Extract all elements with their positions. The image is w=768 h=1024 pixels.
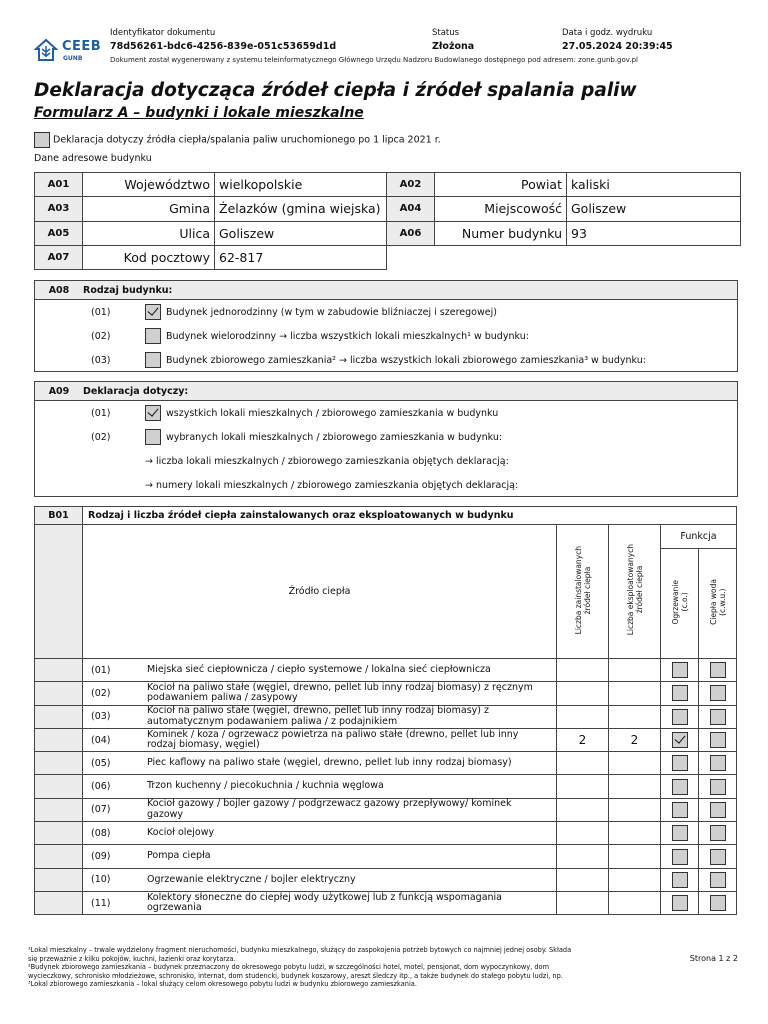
heat-source-label: Kocioł na paliwo stałe (węgiel, drewno, pellet lub inny rodzaj biomasy) z ręcznym podawaniem paliwa / zasypowy bbox=[147, 681, 533, 704]
water-checkbox[interactable] bbox=[710, 779, 726, 795]
operated-count-cell[interactable] bbox=[609, 705, 661, 728]
heat-source-row bbox=[35, 659, 737, 682]
building-type-checkbox[interactable] bbox=[145, 328, 161, 344]
building-type-option: (01) Budynek jednorodzinny (w tym w zabudowie bliźniaczej i szeregowej) bbox=[35, 300, 737, 324]
heat-source-row bbox=[35, 705, 737, 728]
operated-count-cell[interactable] bbox=[609, 659, 661, 682]
installed-count-cell[interactable] bbox=[557, 868, 609, 891]
footnote-2b: wycieczkowy, schronisko młodzieżowe, schronisko, internat, dom studencki, budynek koszarowy, areszt śledczy itp., a także budynek do stałego pobytu ludzi, np. bbox=[28, 971, 563, 980]
a04-label: Miejscowość bbox=[435, 197, 567, 221]
after-july-label: Deklaracja dotyczy źródła ciepła/spalania paliw uruchomionego po 1 lipca 2021 r. bbox=[53, 134, 441, 146]
water-checkbox[interactable] bbox=[710, 849, 726, 865]
installed-count-cell[interactable]: 2 bbox=[557, 728, 609, 751]
status-label: Status bbox=[432, 28, 460, 38]
doc-id-block bbox=[110, 28, 336, 52]
heat-source-row bbox=[35, 845, 737, 868]
water-checkbox[interactable] bbox=[710, 755, 726, 771]
heat-source-row bbox=[35, 868, 737, 891]
operated-count-cell[interactable] bbox=[609, 752, 661, 775]
row-number: (08) bbox=[91, 827, 111, 839]
row-number: (01) bbox=[91, 664, 111, 676]
row-number: (03) bbox=[91, 711, 111, 723]
after-july-checkbox[interactable] bbox=[34, 132, 50, 148]
b01-title: Rodzaj i liczba źródeł ciepła zainstalowanych oraz eksploatowanych w budynku bbox=[83, 507, 737, 525]
a05-label: Ulica bbox=[83, 221, 215, 245]
heating-checkbox[interactable] bbox=[672, 849, 688, 865]
page-number: Strona 1 z 2 bbox=[689, 954, 738, 963]
heating-checkbox[interactable] bbox=[672, 685, 688, 701]
scope-option: (02) wybranych lokali mieszkalnych / zbiorowego zamieszkania w budynku: bbox=[35, 425, 737, 449]
heating-checkbox[interactable] bbox=[672, 825, 688, 841]
a06-code: A06 bbox=[387, 221, 435, 245]
a03-code: A03 bbox=[35, 197, 83, 221]
heat-source-label: Kocioł gazowy / bojler gazowy / podgrzewacz gazowy przepływowy/ kominek gazowy bbox=[147, 798, 512, 820]
heating-checkbox[interactable] bbox=[672, 895, 688, 911]
row-number: (06) bbox=[91, 781, 111, 793]
row-number: (07) bbox=[91, 804, 111, 816]
footnotes bbox=[28, 946, 678, 989]
document-header bbox=[34, 28, 738, 68]
a04-code: A04 bbox=[387, 197, 435, 221]
footnote-1a: ¹Lokal mieszkalny – trwale wydzielony fragment nieruchomości, budynku mieszkalnego, służący do zaspokojenia potrzeb bytowych co najmniej jednej osoby. Składa bbox=[28, 946, 572, 954]
postal-code-value: 62-817 bbox=[215, 245, 387, 269]
installed-count-cell[interactable] bbox=[557, 798, 609, 821]
status-block bbox=[432, 28, 474, 52]
a08-code: A08 bbox=[48, 284, 70, 296]
row-number: (11) bbox=[91, 897, 111, 909]
doc-id-label: Identyfikator dokumentu bbox=[110, 28, 216, 38]
operated-count-cell[interactable] bbox=[609, 822, 661, 845]
row-number: (05) bbox=[91, 757, 111, 769]
heat-source-label: Kocioł olejowy bbox=[147, 826, 215, 838]
heat-source-label: Trzon kuchenny / piecokuchnia / kuchnia węglowa bbox=[147, 780, 384, 792]
footnote-3: ³Lokal zbiorowego zamieszkania – lokal służący celom okresowego pobytu ludzi w budynku zbiorowego zamieszkania. bbox=[28, 980, 417, 989]
scope-checkbox[interactable] bbox=[145, 405, 161, 421]
a01-code: A01 bbox=[35, 173, 83, 197]
footnote-2a: ²Budynek zbiorowego zamieszkania – budynek przeznaczony do okresowego pobytu ludzi, w szczególności hotel, motel, pensjonat, dom wypoczynkowy, dom bbox=[28, 963, 549, 972]
ceeb-house-icon bbox=[34, 38, 58, 62]
address-table bbox=[34, 172, 741, 270]
page-title: Deklaracja dotycząca źródeł ciepła i źródeł spalania paliw bbox=[34, 80, 637, 101]
row-number: (04) bbox=[91, 734, 111, 746]
installed-column-header: Liczba zainstalowanych źródeł ciepła bbox=[557, 525, 609, 659]
a03-label: Gmina bbox=[83, 197, 215, 221]
generated-note: Dokument został wygenerowany z systemu teleinformatycznego Głównego Urzędu Nadzoru Budowlanego dostępnego pod adresem: zone.gunb.gov.pl bbox=[110, 56, 638, 64]
installed-count-cell[interactable] bbox=[557, 705, 609, 728]
heat-source-label: Pompa ciepła bbox=[147, 850, 211, 862]
row-number: (09) bbox=[91, 851, 111, 863]
operated-count-cell[interactable] bbox=[609, 845, 661, 868]
logo-subtext: GUNB bbox=[63, 55, 83, 62]
water-checkbox[interactable] bbox=[710, 685, 726, 701]
town-value: Goliszew bbox=[567, 197, 741, 221]
heat-source-label: Miejska sieć ciepłownicza / ciepło systemowe / lokalna sieć ciepłownicza bbox=[147, 663, 491, 675]
a07-label: Kod pocztowy bbox=[83, 245, 215, 269]
heat-source-row bbox=[35, 891, 737, 914]
status-value: Złożona bbox=[432, 41, 475, 52]
water-column-header: Ciepła woda (c.w.u.) bbox=[699, 549, 737, 659]
a02-label: Powiat bbox=[435, 173, 567, 197]
county-value: kaliski bbox=[567, 173, 741, 197]
a05-code: A05 bbox=[35, 221, 83, 245]
water-checkbox[interactable] bbox=[710, 662, 726, 678]
heat-source-label: Kominek / koza / ogrzewacz powietrza na paliwo stałe (drewno, pellet lub inny rodzaj biomasy, węgiel) bbox=[147, 728, 519, 751]
installed-count-cell[interactable] bbox=[557, 752, 609, 775]
scope-option: (01) wszystkich lokali mieszkalnych / zbiorowego zamieszkania w budynku bbox=[35, 401, 737, 425]
heating-checkbox[interactable] bbox=[672, 732, 688, 748]
heat-source-row bbox=[35, 728, 737, 751]
operated-count-cell[interactable] bbox=[609, 775, 661, 798]
footnote-1b: się przeważnie z kilku pokojów, kuchni, łazienki oraz korytarza. bbox=[28, 954, 236, 963]
row-number: (02) bbox=[91, 687, 111, 699]
heat-source-row bbox=[35, 775, 737, 798]
a01-label: Województwo bbox=[83, 173, 215, 197]
operated-count-cell[interactable] bbox=[609, 868, 661, 891]
address-section-label: Dane adresowe budynku bbox=[34, 153, 152, 164]
declaration-scope-section bbox=[34, 381, 738, 497]
scope-count-line: → liczba lokali mieszkalnych / zbiorowego zamieszkania objętych deklaracją: bbox=[145, 455, 509, 467]
installed-count-cell[interactable] bbox=[557, 659, 609, 682]
heating-checkbox[interactable] bbox=[672, 755, 688, 771]
print-date-value: 27.05.2024 20:39:45 bbox=[562, 41, 673, 52]
water-checkbox[interactable] bbox=[710, 825, 726, 841]
building-type-option: (03) Budynek zbiorowego zamieszkania² → liczba wszystkich lokali zbiorowego zamieszkania³ w budynku: bbox=[35, 348, 737, 372]
building-type-option: (02) Budynek wielorodzinny → liczba wszystkich lokali mieszkalnych¹ w budynku: bbox=[35, 324, 737, 348]
scope-checkbox[interactable] bbox=[145, 429, 161, 445]
print-date-block bbox=[562, 28, 673, 52]
water-checkbox[interactable] bbox=[710, 802, 726, 818]
heating-checkbox[interactable] bbox=[672, 872, 688, 888]
heat-source-label: Piec kaflowy na paliwo stałe (węgiel, drewno, pellet lub inny rodzaj biomasy) bbox=[147, 757, 512, 769]
ceeb-logo bbox=[34, 38, 104, 64]
heat-source-label: Kolektory słoneczne do ciepłej wody użytkowej lub z funkcją wspomagania ogrzewania bbox=[147, 891, 503, 914]
installed-count-cell[interactable] bbox=[557, 775, 609, 798]
water-checkbox[interactable] bbox=[710, 872, 726, 888]
a06-label: Numer budynku bbox=[435, 221, 567, 245]
voivodeship-value: wielkopolskie bbox=[215, 173, 387, 197]
operated-count-cell[interactable]: 2 bbox=[609, 728, 661, 751]
water-checkbox[interactable] bbox=[710, 895, 726, 911]
logo-text: CEEB bbox=[62, 39, 102, 54]
a07-code: A07 bbox=[35, 245, 83, 269]
installed-count-cell[interactable] bbox=[557, 845, 609, 868]
page-subtitle: Formularz A – budynki i lokale mieszkalne bbox=[34, 105, 364, 121]
heat-source-row bbox=[35, 822, 737, 845]
function-column-header: Funkcja bbox=[661, 525, 737, 549]
after-july-row bbox=[34, 132, 441, 148]
doc-id-value: 78d56261-bdc6-4256-839e-051c53659d1d bbox=[110, 41, 337, 52]
installed-count-cell[interactable] bbox=[557, 891, 609, 914]
a02-code: A02 bbox=[387, 173, 435, 197]
a09-title: Deklaracja dotyczy: bbox=[83, 385, 189, 397]
street-value: Goliszew bbox=[215, 221, 387, 245]
building-type-checkbox[interactable] bbox=[145, 304, 161, 320]
installed-count-cell[interactable] bbox=[557, 682, 609, 705]
operated-count-cell[interactable] bbox=[609, 798, 661, 821]
heat-source-row bbox=[35, 682, 737, 705]
building-number-value: 93 bbox=[567, 221, 741, 245]
heating-checkbox[interactable] bbox=[672, 709, 688, 725]
water-checkbox[interactable] bbox=[710, 709, 726, 725]
source-column-header: Źródło ciepła bbox=[83, 525, 557, 659]
scope-numbers-line: → numery lokali mieszkalnych / zbiorowego zamieszkania objętych deklaracją: bbox=[145, 479, 519, 491]
heating-column-header: Ogrzewanie (c.o.) bbox=[661, 549, 699, 659]
operated-count-cell[interactable] bbox=[609, 682, 661, 705]
commune-value: Żelazków (gmina wiejska) bbox=[215, 197, 387, 221]
heating-checkbox[interactable] bbox=[672, 662, 688, 678]
operated-count-cell[interactable] bbox=[609, 891, 661, 914]
heat-source-row bbox=[35, 752, 737, 775]
b01-code: B01 bbox=[35, 507, 83, 525]
water-checkbox[interactable] bbox=[710, 732, 726, 748]
operated-column-header: Liczba eksploatowanych źródeł ciepła bbox=[609, 525, 661, 659]
building-type-checkbox[interactable] bbox=[145, 352, 161, 368]
a09-code: A09 bbox=[48, 385, 70, 397]
heat-sources-table bbox=[34, 506, 737, 915]
heating-checkbox[interactable] bbox=[672, 802, 688, 818]
building-type-section bbox=[34, 280, 738, 372]
a08-title: Rodzaj budynku: bbox=[83, 284, 173, 296]
row-number: (10) bbox=[91, 874, 111, 886]
heat-source-label: Ogrzewanie elektryczne / bojler elektryczny bbox=[147, 873, 356, 885]
print-date-label: Data i godz. wydruku bbox=[562, 28, 653, 38]
heat-source-row bbox=[35, 798, 737, 821]
heat-source-label: Kocioł na paliwo stałe (węgiel, drewno, pellet lub inny rodzaj biomasy) z automatycznym podawaniem paliwa / z podajnikiem bbox=[147, 705, 489, 727]
heating-checkbox[interactable] bbox=[672, 779, 688, 795]
installed-count-cell[interactable] bbox=[557, 822, 609, 845]
